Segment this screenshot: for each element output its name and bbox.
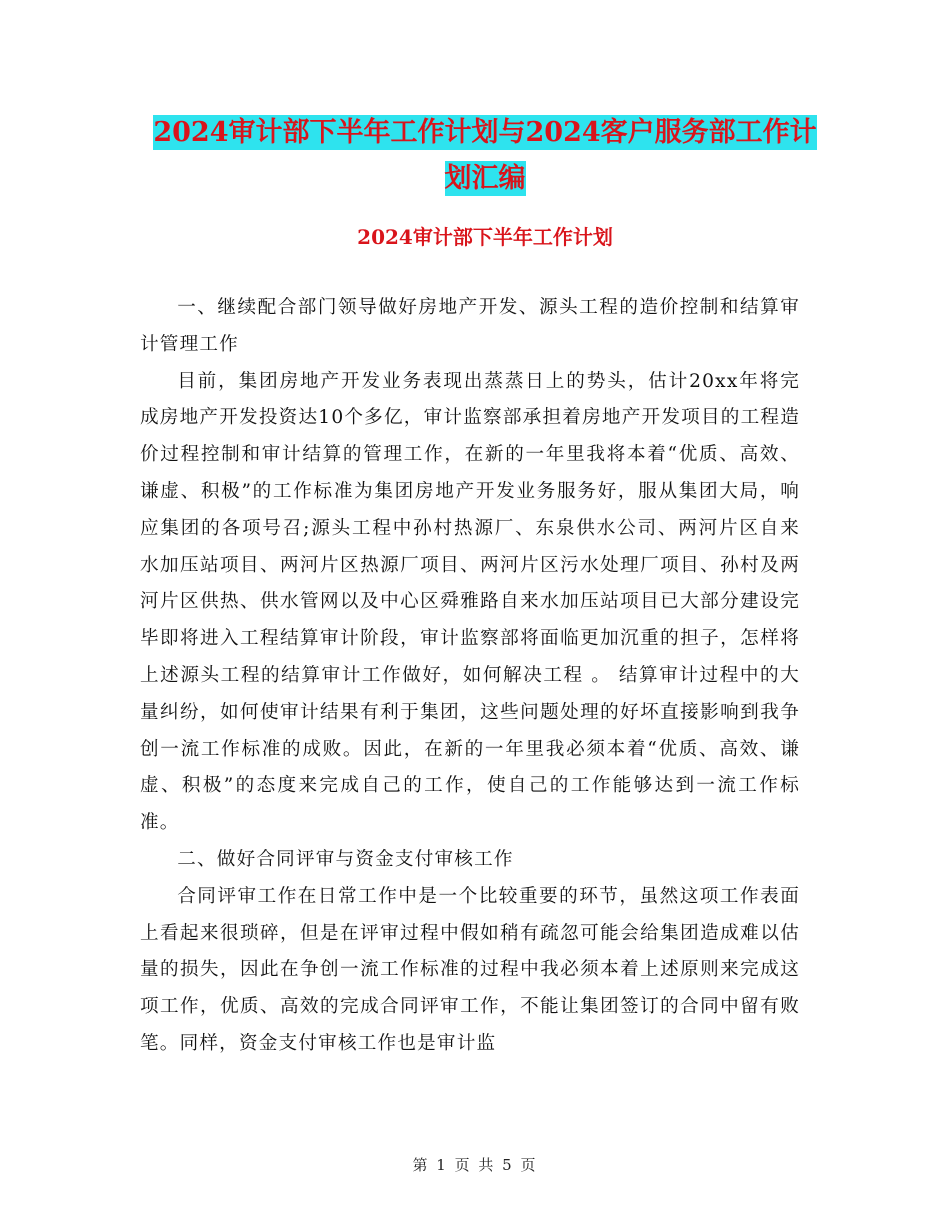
document-body (140, 290, 800, 1063)
page-footer: 第 1 页 共 5 页 (412, 1156, 538, 1174)
document-title-text: 2024审计部下半年工作计划与2024客户服务部工作计划汇编 (153, 117, 817, 194)
section-title: 2024审计部下半年工作计划 (357, 225, 613, 249)
document-title (140, 110, 830, 202)
paragraph: 合同评审工作在日常工作中是一个比较重要的环节，虽然这项工作表面上看起来很琐碎，但是在评审过程中假如稍有疏忽可能会给集团造成难以估量的损失，因此在争创一流工作标准的过程中我必须本着上述原则来完成这项工作，优质、高效的完成合同评审工作，不能让集团签订的合同中留有败笔。同样，资金支付审核工作也是审计监 (140, 885, 800, 1054)
paragraph: 目前，集团房地产开发业务表现出蒸蒸日上的势头，估计20xx年将完成房地产开发投资达10个多亿，审计监察部承担着房地产开发项目的工程造价过程控制和审计结算的管理工作，在新的一年里我将本着“优质、高效、谦虚、积极”的工作标准为集团房地产开发业务服务好，服从集团大局，响应集团的各项号召;源头工程中孙村热源厂、东泉供水公司、两河片区自来水加压站项目、两河片区热源厂项目、两河片区污水处理厂项目、孙村及两河片区供热、供水管网以及中心区舜雅路自来水加压站项目已大部分建设完毕即将进入工程结算审计阶段，审计监察部将面临更加沉重的担子，怎样将上述源头工程的结算审计工作做好，如何解决工程 。 结算审计过程中的大量纠纷，如何使审计结果有利于集团，这些问题处理的好坏直接影响到我争创一流工作标准的成败。因此，在新的一年里我必须本着“优质、高效、谦虚、积极”的态度来完成自己的工作，使自己的工作能够达到一流工作标准。 (140, 370, 800, 834)
paragraph-heading-1: 一、继续配合部门领导做好房地产开发、源头工程的造价控制和结算审计管理工作 (140, 297, 800, 355)
paragraph-heading-2: 二、做好合同评审与资金支付审核工作 (177, 848, 514, 870)
